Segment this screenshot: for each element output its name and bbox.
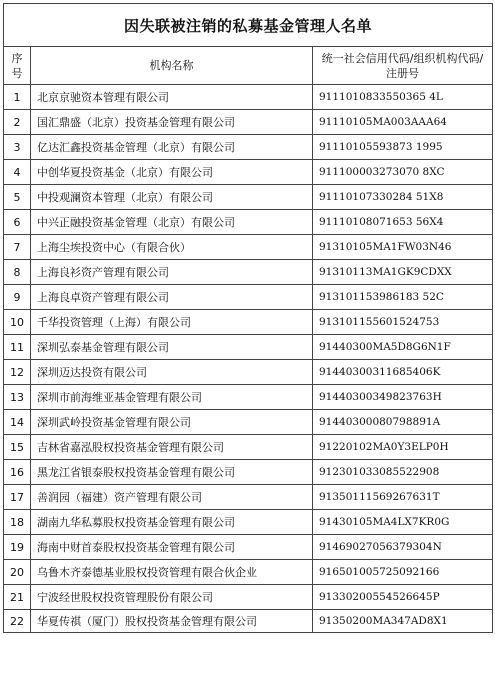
row-credit-code: 91440300080798891A [313,410,493,435]
row-number: 3 [4,135,31,160]
row-org-name: 善润园（福建）资产管理有限公司 [31,485,313,510]
table-row [4,435,493,460]
row-credit-code: 91310105MA1FW03N46 [313,235,493,260]
table-row [4,210,493,235]
table-row [4,235,493,260]
row-number: 20 [4,560,31,585]
row-number: 1 [4,85,31,110]
row-org-name: 中兴正融投资基金管理（北京）有限公司 [31,210,313,235]
row-number: 13 [4,385,31,410]
header-name: 机构名称 [31,47,313,85]
header-row [4,47,493,85]
row-number: 10 [4,310,31,335]
table-row [4,360,493,385]
manager-list-table [3,3,493,633]
row-number: 19 [4,535,31,560]
row-number: 5 [4,185,31,210]
row-org-name: 宁波经世股权投资管理股份有限公司 [31,585,313,610]
row-number: 4 [4,160,31,185]
row-credit-code: 91350200MA347AD8X1 [313,610,493,633]
row-org-name: 中创华夏投资基金（北京）有限公司 [31,160,313,185]
row-org-name: 上海尘埃投资中心（有限合伙） [31,235,313,260]
row-org-name: 乌鲁木齐泰德基业股权投资管理有限合伙企业 [31,560,313,585]
row-org-name: 上海良卓资产管理有限公司 [31,285,313,310]
table-row [4,285,493,310]
row-credit-code: 91110107330284 51X8 [313,185,493,210]
table-row [4,85,493,110]
row-number: 16 [4,460,31,485]
row-credit-code: 9111010833550365 4L [313,85,493,110]
row-org-name: 亿达汇鑫投资基金管理（北京）有限公司 [31,135,313,160]
document-sheet [3,3,492,633]
row-credit-code: 912301033085522908 [313,460,493,485]
row-number: 21 [4,585,31,610]
row-credit-code: 91110105MA003AAA64 [313,110,493,135]
table-row [4,585,493,610]
table-row [4,160,493,185]
table-title: 因失联被注销的私募基金管理人名单 [4,4,493,47]
row-org-name: 华夏传祺（厦门）股权投资基金管理有限公司 [31,610,313,633]
table-row [4,460,493,485]
row-number: 7 [4,235,31,260]
row-number: 15 [4,435,31,460]
row-credit-code: 91440300MA5D8G6N1F [313,335,493,360]
row-credit-code: 91350111569267631T [313,485,493,510]
row-credit-code: 91220102MA0Y3ELP0H [313,435,493,460]
table-row [4,385,493,410]
row-number: 22 [4,610,31,633]
row-credit-code: 916501005725092166 [313,560,493,585]
row-org-name: 上海良衫资产管理有限公司 [31,260,313,285]
header-no: 序号 [4,47,31,85]
table-row [4,410,493,435]
row-org-name: 黑龙江省银泰股权投资基金管理有限公司 [31,460,313,485]
table-row [4,535,493,560]
row-credit-code: 91469027056379304N [313,535,493,560]
row-org-name: 国汇鼎盛（北京）投资基金管理有限公司 [31,110,313,135]
header-code: 统一社会信用代码/组织机构代码/注册号 [313,47,493,85]
row-credit-code: 91440300311685406K [313,360,493,385]
row-number: 11 [4,335,31,360]
row-org-name: 深圳弘泰基金管理有限公司 [31,335,313,360]
row-org-name: 海南中财首泰股权投资基金管理有限公司 [31,535,313,560]
table-row [4,560,493,585]
row-number: 17 [4,485,31,510]
row-org-name: 深圳市前海维亚基金管理有限公司 [31,385,313,410]
row-number: 18 [4,510,31,535]
row-credit-code: 913101155601524753 [313,310,493,335]
row-credit-code: 91310113MA1GK9CDXX [313,260,493,285]
table-row [4,310,493,335]
row-credit-code: 911100003273070 8XC [313,160,493,185]
row-credit-code: 91330200554526645P [313,585,493,610]
row-org-name: 中投观澜资本管理（北京）有限公司 [31,185,313,210]
table-row [4,335,493,360]
table-row [4,110,493,135]
table-row [4,510,493,535]
row-credit-code: 91110105593873 1995 [313,135,493,160]
row-credit-code: 91440300349823763H [313,385,493,410]
row-credit-code: 91110108071653 56X4 [313,210,493,235]
row-org-name: 湖南九华私募股权投资基金管理有限公司 [31,510,313,535]
row-credit-code: 91430105MA4LX7KR0G [313,510,493,535]
row-number: 8 [4,260,31,285]
row-org-name: 深圳迈达投资有限公司 [31,360,313,385]
row-org-name: 北京京驰资本管理有限公司 [31,85,313,110]
row-credit-code: 913101153986183 52C [313,285,493,310]
row-number: 12 [4,360,31,385]
row-number: 9 [4,285,31,310]
row-org-name: 深圳武岭投资基金管理有限公司 [31,410,313,435]
table-row [4,185,493,210]
table-row [4,260,493,285]
row-number: 14 [4,410,31,435]
table-row [4,610,493,633]
row-number: 2 [4,110,31,135]
row-org-name: 千华投资管理（上海）有限公司 [31,310,313,335]
row-number: 6 [4,210,31,235]
table-row [4,135,493,160]
table-row [4,485,493,510]
row-org-name: 吉林省嘉泓股权投资基金管理有限公司 [31,435,313,460]
